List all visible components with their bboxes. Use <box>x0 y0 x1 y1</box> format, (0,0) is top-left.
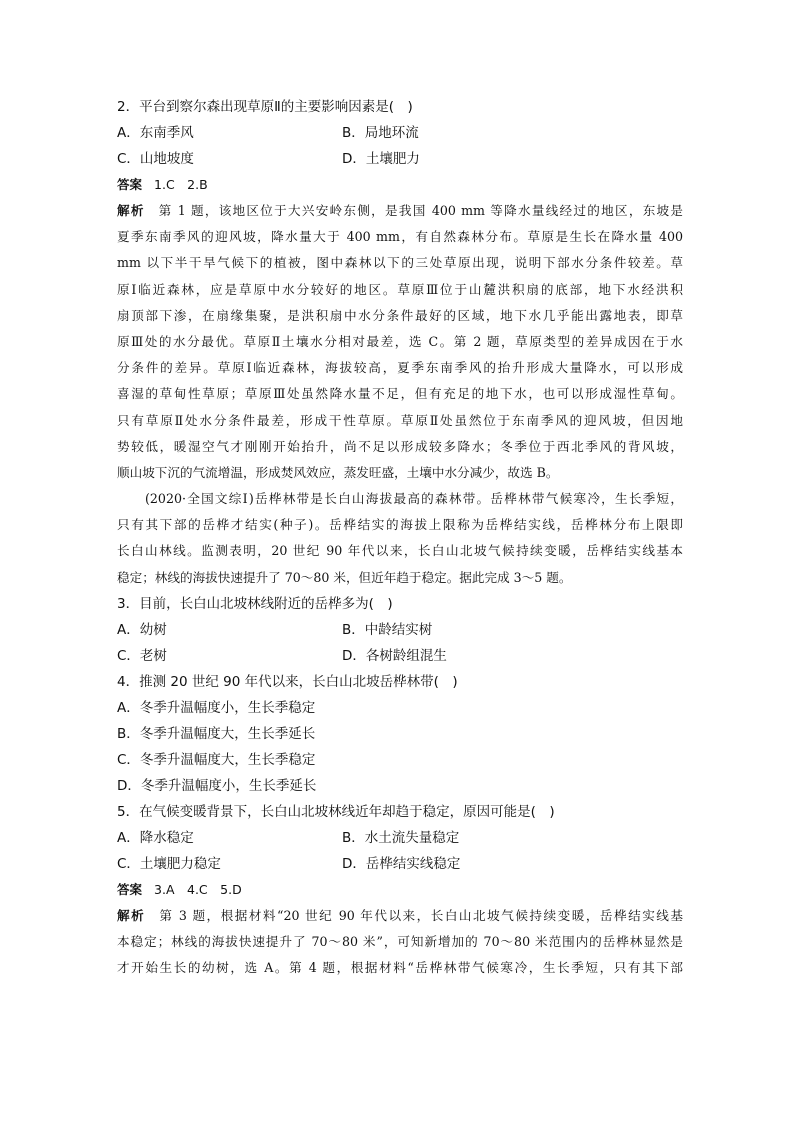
explanation-row: 才开始生长的幼树，选 A。第 4 题，根据材料“岳桦林带气候寒冷，生长季短，只有其下部 <box>117 960 683 976</box>
option-d: D．冬季升温幅度小，生长季延长 <box>117 777 317 794</box>
question-5-stem: 5．在气候变暖背景下，长白山北坡林线近年却趋于稳定，原因可能是( ) <box>117 803 555 820</box>
question-5-options-row-1 <box>117 825 683 851</box>
explanation-3-5 <box>117 903 683 982</box>
explanation-row: 顺山坡下沉的气流增温，形成焚风效应，蒸发旺盛，土壤中水分减少，故选 B。 <box>117 464 559 480</box>
question-3-options-row-1 <box>117 617 683 643</box>
option-a: A．降水稳定 <box>117 829 194 846</box>
question-2-stem: 2．平台到察尔森出现草原Ⅱ的主要影响因素是( ) <box>117 99 413 115</box>
option-a: A．东南季风 <box>117 125 194 141</box>
explanation-row: 只有草原Ⅱ处水分条件最差，形成干性草原。草原Ⅱ处虽然位于东南季风的迎风坡，但因地 <box>117 412 683 428</box>
explanation-label: 解析 <box>117 203 145 218</box>
material-row: 长白山林线。监测表明，20 世纪 90 年代以来，长白山北坡气候持续变暖，岳桦结实线基本 <box>117 543 683 559</box>
explanation-row: 喜湿的草甸性草原；草原Ⅲ处虽然降水量不足，但有充足的地下水，也可以形成湿性草甸。 <box>117 386 683 402</box>
explanation-row: mm 以下半干旱气候下的植被，图中森林以下的三处草原出现，说明下部水分条件较差。草 <box>117 255 683 271</box>
answer-3-5 <box>117 877 683 903</box>
option-d: D．土壤肥力 <box>342 151 420 167</box>
material-row: 只有其下部的岳桦才结实(种子)。岳桦结实的海拔上限称为岳桦结实线，岳桦林分布上限即 <box>117 517 683 533</box>
explanation-1-2 <box>117 198 683 486</box>
question-2-options-row-1 <box>117 120 683 146</box>
explanation-row: 原Ⅲ处的水分最优。草原Ⅱ土壤水分相对最差，选 C。第 2 题，草原类型的差异成因在于水 <box>117 333 683 349</box>
explanation-row: 原Ⅰ临近森林，应是草原中水分较好的地区。草原Ⅲ位于山麓洪积扇的底部，地下水经洪积 <box>117 281 683 297</box>
explanation-row: 本稳定；林线的海拔快速提升了 70～80 米”，可知新增加的 70～80 米范围内的岳桦林显然是 <box>117 934 683 949</box>
answer-1-2 <box>117 172 683 198</box>
explanation-row: 解析 第 1 题，该地区位于大兴安岭东侧，是我国 400 mm 等降水量线经过的地区，东坡是 <box>117 203 684 218</box>
option-d: D．各树龄组混生 <box>342 647 447 664</box>
explanation-row: 夏季东南季风的迎风坡，降水量大于 400 mm，有自然森林分布。草原是生长在降水量 400 <box>117 229 683 245</box>
answer-value: 3.A 4.C 5.D <box>154 881 242 897</box>
option-b: B．水土流失量稳定 <box>342 829 460 846</box>
explanation-row: 扇顶部下渗，在扇缘集聚，是洪积扇中水分条件最好的区域，地下水几乎能出露地表，即草 <box>117 307 683 323</box>
answer-label: 答案 <box>117 177 143 192</box>
material-row: (2020·全国文综Ⅰ)岳桦林带是长白山海拔最高的森林带。岳桦林带气候寒冷，生长季短， <box>145 491 683 507</box>
question-3-stem: 3．目前，长白山北坡林线附近的岳桦多为( ) <box>117 595 393 612</box>
answer-value: 1.C 2.B <box>154 177 208 192</box>
option-a: A．冬季升温幅度小，生长季稳定 <box>117 699 316 716</box>
option-c: C．冬季升温幅度大，生长季稳定 <box>117 751 316 768</box>
option-a: A．幼树 <box>117 621 167 638</box>
option-b: B．局地环流 <box>342 125 419 141</box>
material-paragraph <box>117 486 683 591</box>
option-c: C．山地坡度 <box>117 151 194 167</box>
document-page <box>117 94 683 981</box>
question-5-options-row-2 <box>117 851 683 877</box>
answer-label: 答案 <box>117 881 143 897</box>
question-4-stem: 4．推测 20 世纪 90 年代以来，长白山北坡岳桦林带( ) <box>117 673 458 690</box>
option-b: B．中龄结实树 <box>342 621 433 638</box>
material-row: 稳定；林线的海拔快速提升了 70～80 米，但近年趋于稳定。据此完成 3～5 题。 <box>117 569 572 585</box>
option-d: D．岳桦结实线稳定 <box>342 855 461 872</box>
explanation-row: 分条件的差异。草原Ⅰ临近森林，海拔较高，夏季东南季风的抬升形成大量降水，可以形成 <box>117 360 683 376</box>
question-3-options-row-2 <box>117 643 683 669</box>
explanation-label: 解析 <box>117 907 146 923</box>
option-b: B．冬季升温幅度大，生长季延长 <box>117 725 316 742</box>
option-c: C．老树 <box>117 647 167 664</box>
explanation-row: 解析 第 3 题，根据材料“20 世纪 90 年代以来，长白山北坡气候持续变暖，岳桦结实线基 <box>117 907 684 923</box>
question-2-options-row-2 <box>117 146 683 172</box>
option-c: C．土壤肥力稳定 <box>117 855 221 872</box>
explanation-row: 势较低，暖湿空气才刚刚开始抬升，尚不足以形成较多降水；冬季位于西北季风的背风坡， <box>117 438 683 454</box>
